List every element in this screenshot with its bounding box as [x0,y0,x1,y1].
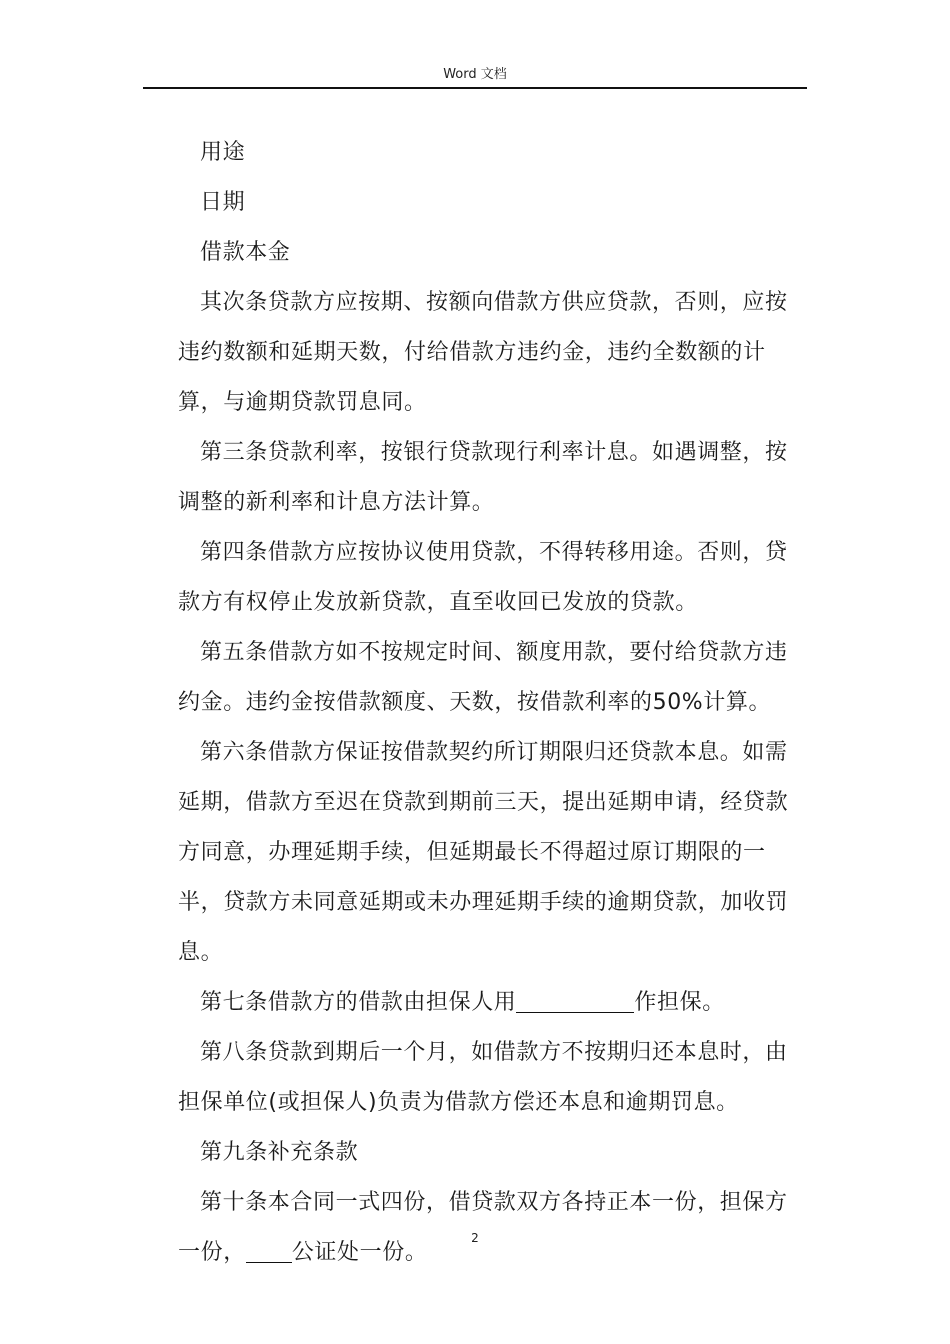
paragraph-principal: 借款本金 [200,240,291,265]
paragraph-clause-2: 其次条贷款方应按期、按额向借款方供应贷款，否则，应按违约数额和延期天数，付给借款方违约金，违约全数额的计算，与逾期贷款罚息同。 [178,290,788,415]
paragraph-purpose: 用途 [200,140,246,165]
page-header-title: Word 文档 [443,67,507,82]
paragraph-clause-10 [178,1178,808,1278]
paragraph-clause-7 [178,978,808,1028]
header-divider [143,87,807,89]
clause-7-text-after: 作担保。 [634,990,725,1015]
paragraph-date: 日期 [200,190,246,215]
paragraph-clause-4: 第四条借款方应按协议使用贷款，不得转移用途。否则，贷款方有权停止发放新贷款，直至收回已发放的贷款。 [178,540,788,615]
clause-10-text-before: 第十条本合同一式四份，借贷款双方各持正本一份，担保方一份， [178,1190,788,1265]
guarantee-blank-line [516,984,634,1013]
paragraph-clause-5: 第五条借款方如不按规定时间、额度用款，要付给贷款方违约金。违约金按借款额度、天数，按借款利率的50%计算。 [178,640,788,715]
paragraph-clause-8: 第八条贷款到期后一个月，如借款方不按期归还本息时，由担保单位(或担保人)负责为借款方偿还本息和逾期罚息。 [178,1040,788,1115]
clause-10-text-after: 公证处一份。 [291,1240,428,1265]
clause-7-text-before: 第七条借款方的借款由担保人用 [200,990,517,1015]
paragraph-clause-6: 第六条借款方保证按借款契约所订期限归还贷款本息。如需延期，借款方至迟在贷款到期前三天，提出延期申请，经贷款方同意，办理延期手续，但延期最长不得超过原订期限的一半，贷款方未同意延期或未办理延期手续的逾期贷款，加收罚息。 [178,740,789,965]
page-number: 2 [471,1231,479,1245]
document-body [178,128,808,1278]
paragraph-clause-9: 第九条补充条款 [200,1140,359,1165]
paragraph-clause-3: 第三条贷款利率，按银行贷款现行利率计息。如遇调整，按调整的新利率和计息方法计算。 [178,440,788,515]
